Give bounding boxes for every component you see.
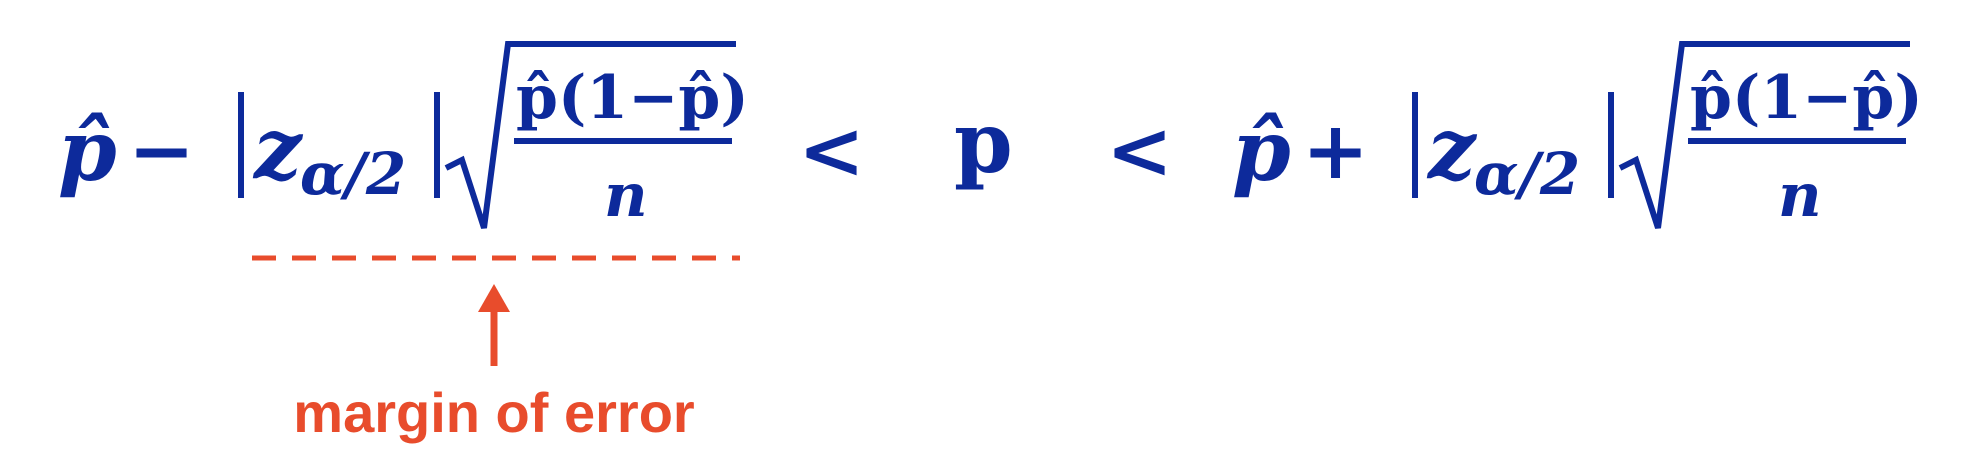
z-symbol: z — [254, 99, 302, 198]
sqrt-denominator: n — [604, 161, 648, 231]
fraction-bar — [514, 138, 732, 144]
minus-sign: − — [128, 103, 196, 197]
p-hat-symbol: p̂ — [1232, 101, 1291, 200]
alpha-over-2-subscript: α/2 — [300, 140, 407, 208]
arrow-up-icon — [478, 284, 510, 312]
upper-bound-expression — [1232, 44, 1923, 231]
population-proportion-p: p — [954, 93, 1013, 192]
lower-bound-expression — [58, 44, 749, 231]
sqrt-numerator: p̂(1−p̂) — [516, 63, 749, 133]
alpha-over-2-subscript: α/2 — [1474, 140, 1581, 208]
margin-of-error-label: margin of error — [293, 381, 695, 444]
plus-sign: + — [1302, 103, 1370, 197]
abs-bar-right — [434, 92, 440, 198]
sqrt-denominator: n — [1778, 161, 1822, 231]
less-than-right: < — [1106, 103, 1174, 197]
abs-bar-left — [238, 92, 244, 198]
z-symbol: z — [1428, 99, 1476, 198]
fraction-bar — [1688, 138, 1906, 144]
abs-bar-left — [1412, 92, 1418, 198]
parameter-inequality — [798, 93, 1173, 197]
sqrt-numerator: p̂(1−p̂) — [1690, 63, 1923, 133]
margin-of-error-annotation — [252, 258, 740, 444]
less-than-left: < — [798, 103, 866, 197]
p-hat-symbol: p̂ — [58, 101, 117, 200]
abs-bar-right — [1608, 92, 1614, 198]
